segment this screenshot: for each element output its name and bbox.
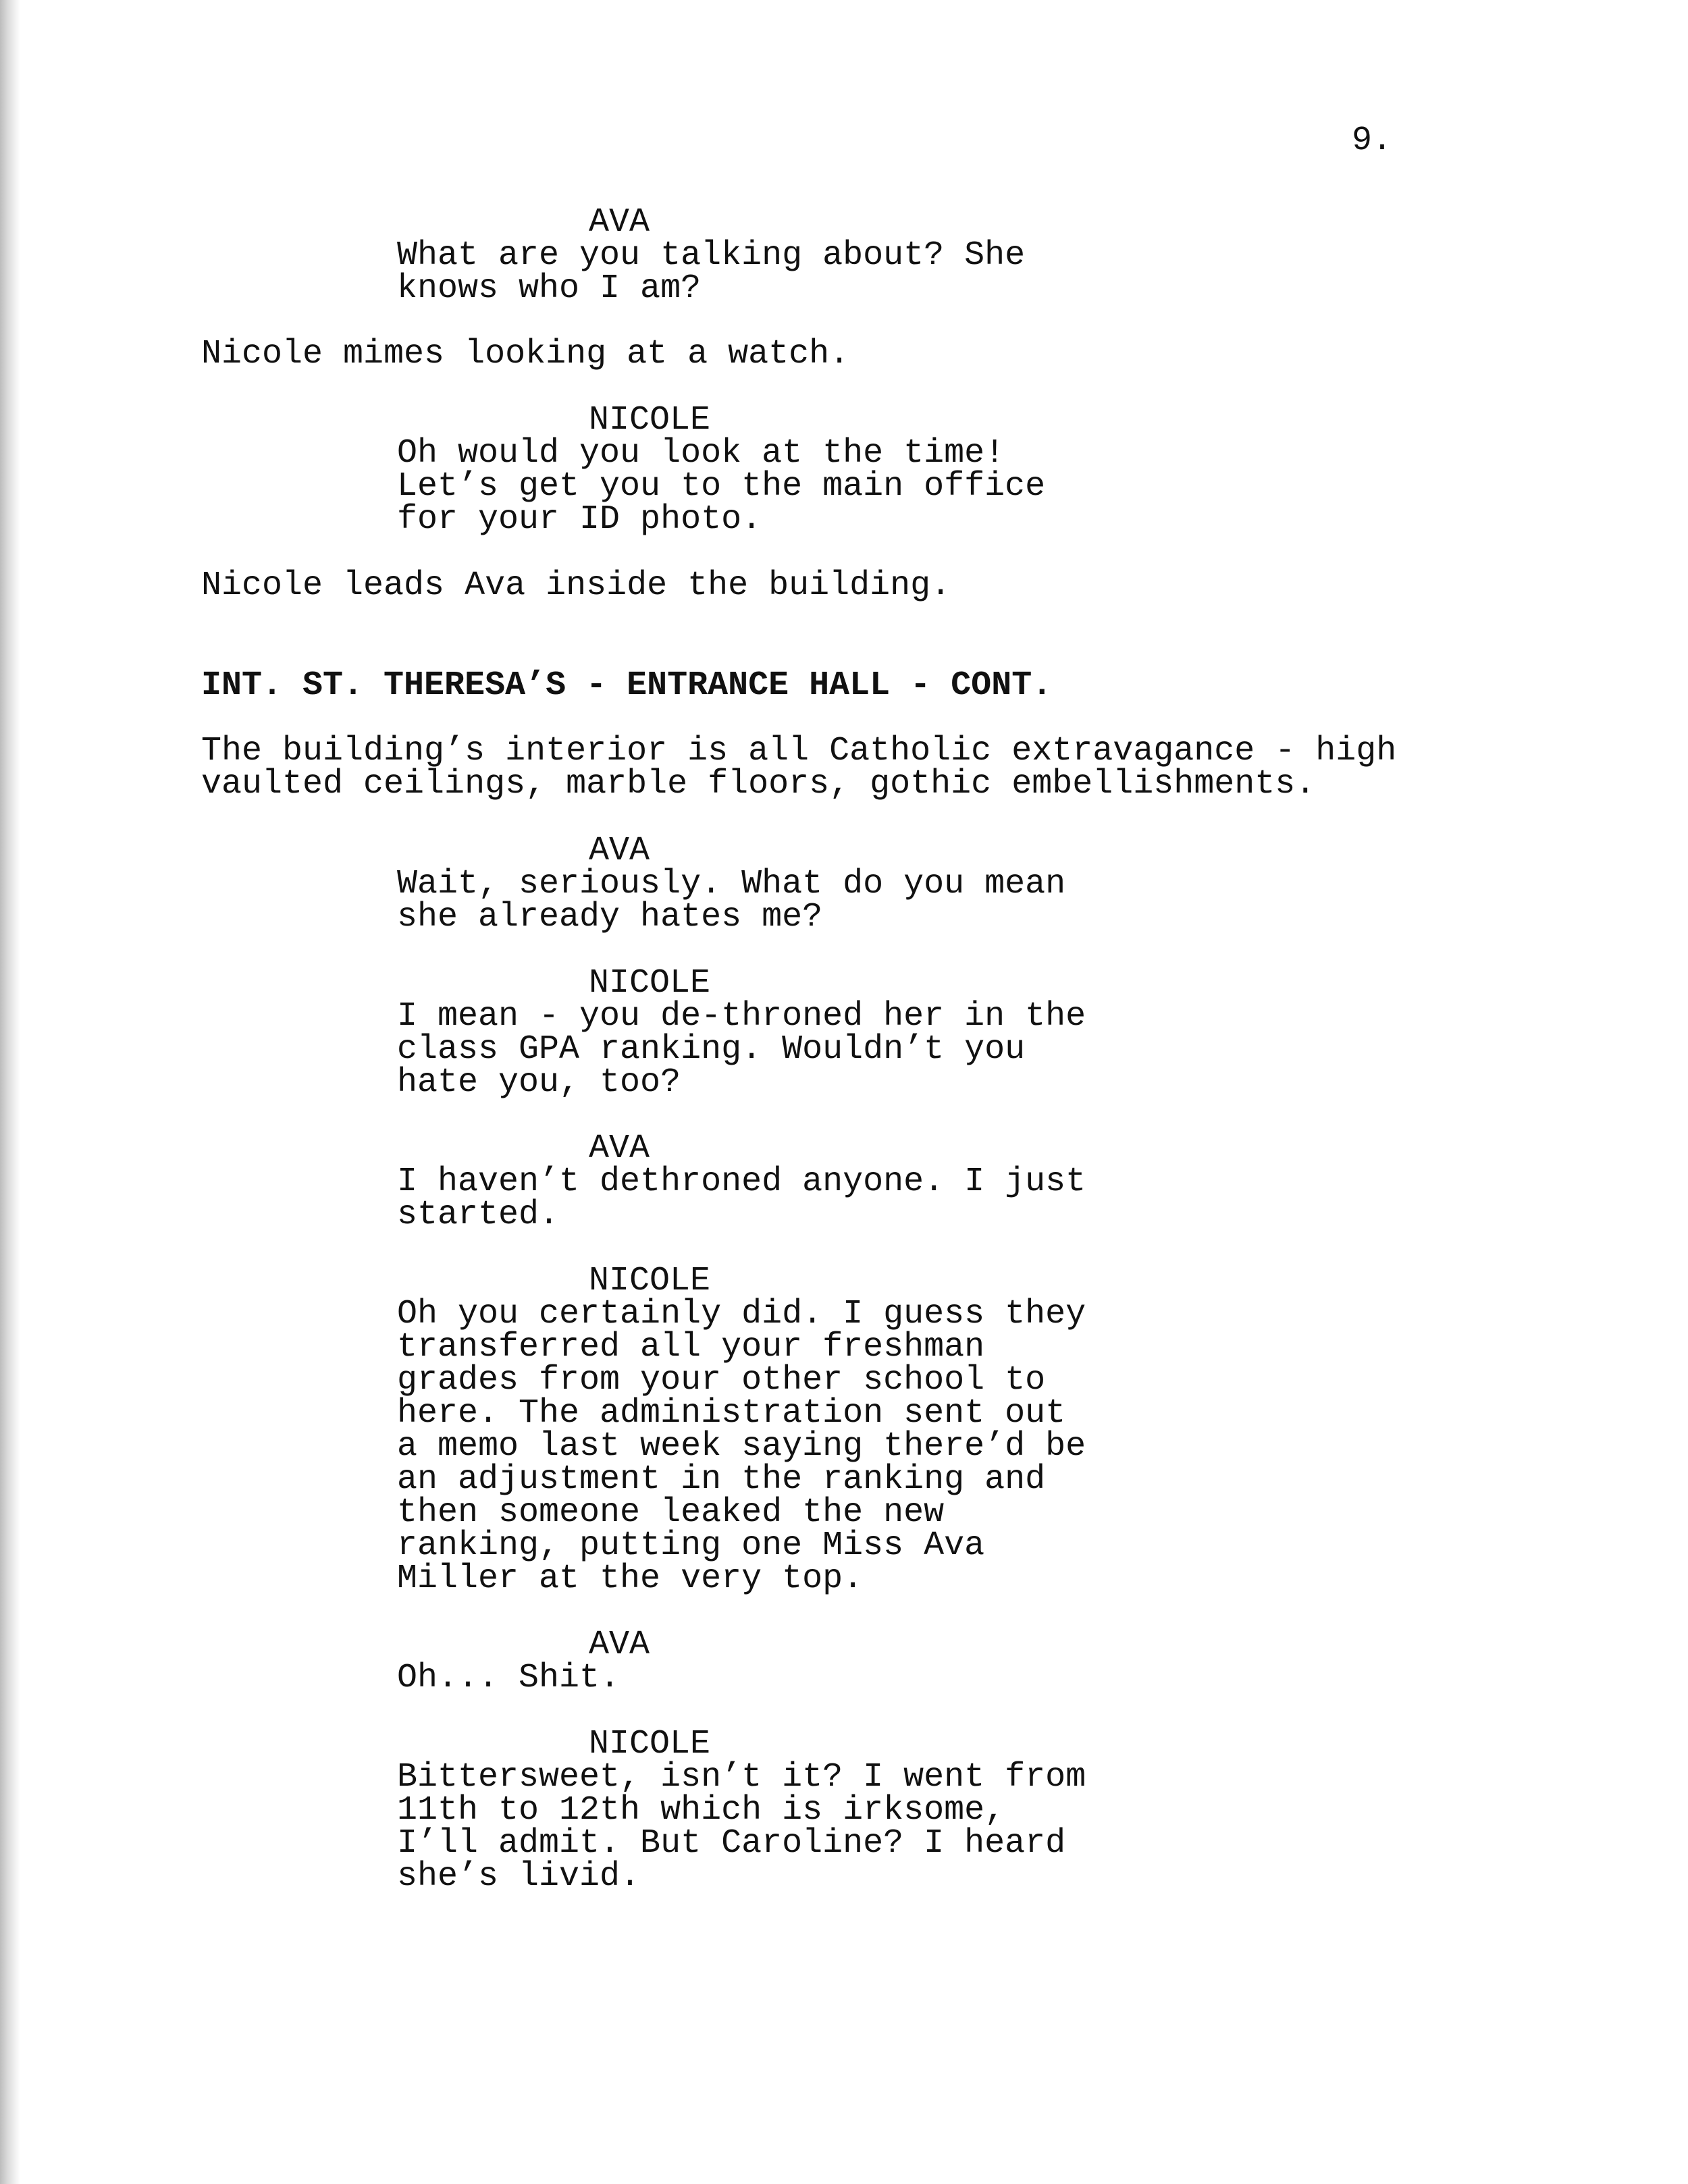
character-cue <box>589 401 711 440</box>
dialogue-block <box>397 236 1026 308</box>
action-line-text: The building’s interior is all Catholic extravagance - high <box>201 732 1397 770</box>
dialogue-block <box>397 434 1046 539</box>
dialogue-block <box>397 1295 1086 1598</box>
dialogue-block-text: a memo last week saying there’d be <box>397 1427 1086 1466</box>
action-line <box>201 732 1397 803</box>
dialogue-block-text: I’ll admit. But Caroline? I heard <box>397 1824 1066 1863</box>
dialogue-block-text: 11th to 12th which is irksome, <box>397 1791 1005 1830</box>
dialogue-block <box>397 1163 1086 1234</box>
action-line-text: Nicole leads Ava inside the building. <box>201 566 951 605</box>
dialogue-block-text: Miller at the very top. <box>397 1560 864 1598</box>
dialogue-block-text: ranking, putting one Miss Ava <box>397 1526 985 1565</box>
scene-heading-text: INT. ST. THERESA’S - ENTRANCE HALL - CONT. <box>201 666 1053 705</box>
dialogue-block-text: Oh would you look at the time! <box>397 434 1005 473</box>
dialogue-block-text: she’s livid. <box>397 1857 641 1896</box>
page-edge-shadow <box>0 0 20 2184</box>
character-cue <box>589 203 650 242</box>
character-cue-text: NICOLE <box>589 964 711 1003</box>
character-cue-text: AVA <box>589 203 650 242</box>
character-cue <box>589 964 711 1003</box>
page-number: 9. <box>1352 122 1393 160</box>
character-cue-text: NICOLE <box>589 1725 711 1763</box>
character-cue-text: NICOLE <box>589 401 711 440</box>
action-line-text: vaulted ceilings, marble floors, gothic embellishments. <box>201 765 1316 803</box>
dialogue-block-text: then someone leaked the new <box>397 1493 945 1532</box>
dialogue-block-text: Wait, seriously. What do you mean <box>397 865 1066 903</box>
dialogue-block <box>397 1758 1086 1896</box>
dialogue-block-text: Bittersweet, isn’t it? I went from <box>397 1758 1086 1796</box>
dialogue-block-text: for your ID photo. <box>397 500 762 539</box>
dialogue-block-text: What are you talking about? She <box>397 236 1026 275</box>
dialogue-block-text: grades from your other school to <box>397 1361 1046 1400</box>
character-cue <box>589 1626 650 1664</box>
character-cue-text: AVA <box>589 832 650 870</box>
dialogue-block-text: here. The administration sent out <box>397 1394 1066 1433</box>
character-cue-text: AVA <box>589 1129 650 1168</box>
action-line <box>201 566 951 605</box>
character-cue <box>589 1264 710 1298</box>
action-line <box>201 335 850 373</box>
dialogue-block-text: an adjustment in the ranking and <box>397 1460 1046 1499</box>
character-cue <box>589 1725 711 1763</box>
dialogue-block-text: hate you, too? <box>397 1063 681 1102</box>
scene-heading <box>201 666 1053 705</box>
action-line-text: Nicole mimes looking at a watch. <box>201 335 850 373</box>
dialogue-block-text: I haven’t dethroned anyone. I just <box>397 1163 1086 1201</box>
dialogue-block-text: started. <box>397 1196 560 1234</box>
dialogue-block <box>397 865 1066 936</box>
dialogue-block-text: she already hates me? <box>397 898 823 936</box>
character-cue <box>589 834 650 868</box>
character-cue-text: AVA <box>589 1626 650 1664</box>
dialogue-block <box>397 997 1086 1102</box>
dialogue-block-text: Oh you certainly did. I guess they <box>397 1295 1086 1333</box>
dialogue-block-text: knows who I am? <box>397 269 702 308</box>
dialogue-block-text: I mean - you de-throned her in the <box>397 997 1086 1036</box>
dialogue-block-text: class GPA ranking. Wouldn’t you <box>397 1030 1026 1069</box>
dialogue-block-text: Let’s get you to the main office <box>397 467 1046 506</box>
character-cue <box>589 1129 650 1168</box>
dialogue-block <box>397 1661 620 1695</box>
dialogue-block-text: transferred all your freshman <box>397 1328 985 1366</box>
dialogue-block-text: Oh... Shit. <box>397 1659 621 1697</box>
character-cue-text: NICOLE <box>589 1262 711 1300</box>
